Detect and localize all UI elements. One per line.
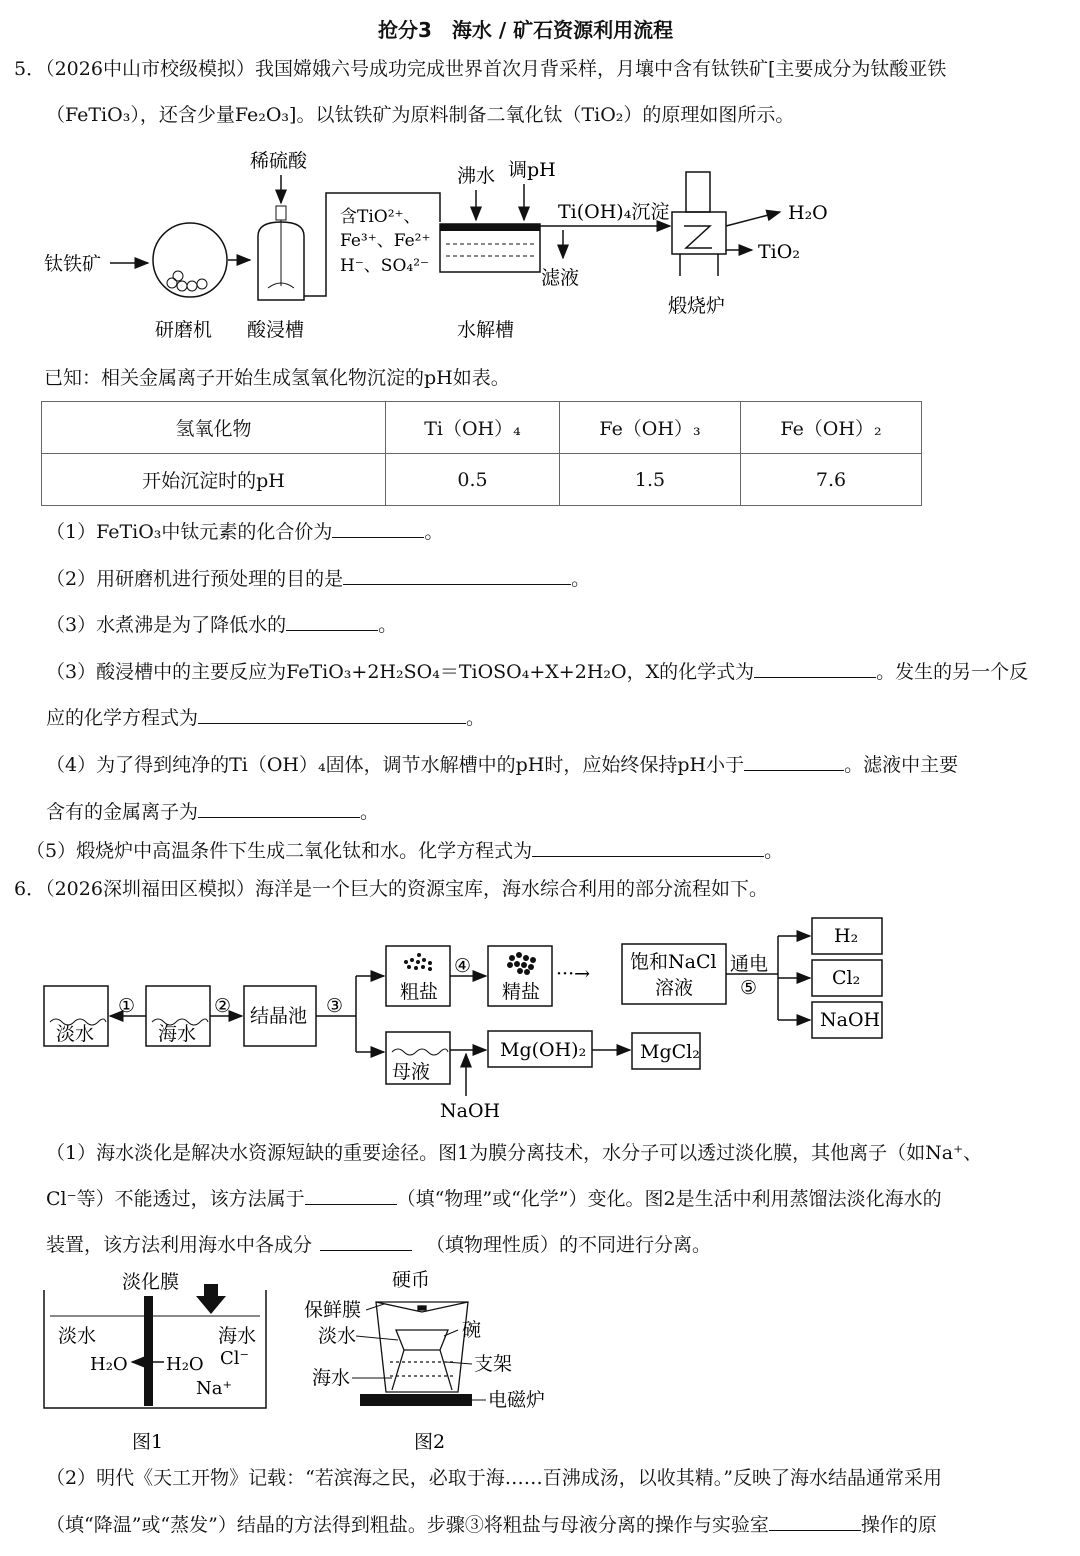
titanium-process-diagram <box>0 140 1080 350</box>
step4-label: ④ <box>454 955 472 977</box>
crude-salt-label: 粗盐 <box>400 981 439 1003</box>
solution-line2: Fe³⁺、Fe²⁺ <box>340 231 431 251</box>
step2-label: ② <box>214 995 232 1017</box>
table-cell: 7.6 <box>741 454 922 506</box>
q5-sub4: （4）为了得到纯净的Ti（OH）₄固体，调节水解槽中的pH时，应始终保持pH小于 。滤液中主要 <box>46 754 959 776</box>
q5-sub3b: （3）酸浸槽中的主要反应为FeTiO₃+2H₂SO₄＝TiOSO₄+X+2H₂O，X的化学式为 。发生的另一个反 <box>46 661 1029 683</box>
mother-liquor-label: 母液 <box>392 1061 431 1083</box>
grinder-label: 研磨机 <box>155 319 213 341</box>
table-header-row <box>42 402 922 454</box>
q5-sub4-cont: 含有的金属离子为 。 <box>46 801 380 823</box>
naoh-out-label: NaOH <box>820 1009 881 1031</box>
stove-label: 电磁炉 <box>488 1389 546 1411</box>
furnace-label: 煅烧炉 <box>668 295 726 317</box>
coin-label: 硬币 <box>392 1269 431 1291</box>
table-header-cell: 氢氧化物 <box>42 402 386 454</box>
fig2-caption: 图2 <box>414 1431 446 1453</box>
q5-sub5: （5）煅烧炉中高温条件下生成二氧化钛和水。化学方程式为 。 <box>26 840 784 862</box>
leach-tank-label: 酸浸槽 <box>247 319 305 341</box>
table-row <box>42 454 922 506</box>
answer-blank[interactable] <box>744 752 844 771</box>
bowl-label: 碗 <box>462 1319 482 1341</box>
answer-blank[interactable] <box>305 1186 397 1205</box>
step5-label: ⑤ <box>740 977 758 999</box>
table-header-cell: Ti（OH）₄ <box>386 402 560 454</box>
crystal-pool-label: 结晶池 <box>250 1005 308 1027</box>
out-tio2-label: TiO₂ <box>758 241 800 263</box>
q6-p1-line1: （1）海水淡化是解决水资源短缺的重要途径。图1为膜分离技术，水分子可以透过淡化膜，其他离子（如Na⁺、 <box>46 1142 983 1164</box>
table-header-cell: Fe（OH）₃ <box>560 402 741 454</box>
fig1-h2o-left: H₂O <box>90 1354 128 1375</box>
mgoh2-label: Mg(OH)₂ <box>500 1039 587 1061</box>
fig2-sea-label: 海水 <box>312 1367 351 1389</box>
step3-label: ③ <box>326 995 344 1017</box>
answer-blank[interactable] <box>754 659 876 678</box>
q6-stem: 6．（2026深圳福田区模拟）海洋是一个巨大的资源宝库，海水综合利用的部分流程如下。 <box>14 878 768 900</box>
stand-label: 支架 <box>474 1353 513 1375</box>
raw-ore-label: 钛铁矿 <box>44 253 102 275</box>
filtrate-label: 滤液 <box>541 267 580 289</box>
ph-table <box>41 401 922 506</box>
q5-sub3a: （3）水煮沸是为了降低水的 。 <box>46 614 398 636</box>
saturated-nacl-label-1: 饱和NaCl <box>630 951 717 973</box>
saturated-nacl-label-2: 溶液 <box>655 977 694 999</box>
film-label: 保鲜膜 <box>304 1299 362 1321</box>
q5-stem-line2: （FeTiO₃），还含少量Fe₂O₃]。以钛铁矿为原料制备二氧化钛（TiO₂）的原理如图所示。 <box>46 104 795 126</box>
hydrolysis-tank-icon <box>440 224 540 272</box>
dots-label: ···→ <box>556 963 591 985</box>
out-water-label: H₂O <box>788 202 828 224</box>
grinder-icon <box>153 223 227 297</box>
hydrolysis-tank-label: 水解槽 <box>457 319 515 341</box>
q5-stem-line1: 5．（2026中山市校级模拟）我国嫦娥六号成功完成世界首次月背采样，月壤中含有钛铁矿[主要成分为钛酸亚铁 <box>14 58 947 80</box>
q5-sub2: （2）用研磨机进行预处理的目的是 。 <box>46 568 591 590</box>
fig1-fresh-label: 淡水 <box>58 1325 97 1347</box>
h2-label: H₂ <box>834 925 859 947</box>
q5-sub3b-cont: 应的化学方程式为 。 <box>46 707 486 729</box>
naoh-in-label: NaOH <box>440 1100 501 1122</box>
membrane-label: 淡化膜 <box>122 1271 180 1293</box>
fig1-h2o-right: H₂O <box>166 1354 204 1375</box>
solution-line3: H⁻、SO₄²⁻ <box>340 256 429 276</box>
fig1-na-label: Na⁺ <box>196 1378 232 1399</box>
answer-blank[interactable] <box>320 1232 412 1251</box>
refined-salt-label: 精盐 <box>502 981 541 1003</box>
table-cell: 0.5 <box>386 454 560 506</box>
answer-blank[interactable] <box>198 705 466 724</box>
answer-blank[interactable] <box>769 1512 861 1531</box>
answer-blank[interactable] <box>286 612 378 631</box>
seawater-flow-diagram <box>0 910 1080 1130</box>
table-cell: 开始沉淀时的pH <box>42 454 386 506</box>
step1-label: ① <box>118 995 136 1017</box>
answer-blank[interactable] <box>343 566 571 585</box>
adjust-ph-label: 调pH <box>508 159 556 181</box>
q6-p1-line2: Cl⁻等）不能透过，该方法属于 （填“物理”或“化学”）变化。图2是生活中利用蒸馏法淡化海水的 <box>46 1188 942 1210</box>
crude-salt-icon <box>404 953 432 971</box>
table-header-cell: Fe（OH）₂ <box>741 402 922 454</box>
solution-line1: 含TiO²⁺、 <box>340 207 421 227</box>
fig1-cl-label: Cl⁻ <box>220 1348 250 1369</box>
answer-blank[interactable] <box>198 799 360 818</box>
fig2-fresh-label: 淡水 <box>318 1325 357 1347</box>
precipitate-label: Ti(OH)₄沉淀 <box>558 201 670 223</box>
electrolysis-label: 通电 <box>730 953 769 975</box>
table-cell: 1.5 <box>560 454 741 506</box>
answer-blank[interactable] <box>332 519 424 538</box>
fig1-sea-label: 海水 <box>218 1325 257 1347</box>
fresh-water-box-label: 淡水 <box>56 1023 95 1045</box>
answer-blank[interactable] <box>532 838 764 857</box>
boiling-water-label: 沸水 <box>457 165 496 187</box>
q5-known: 已知：相关金属离子开始生成氢氧化物沉淀的pH如表。 <box>44 367 510 389</box>
q6-p1-line3: 装置，该方法利用海水中各成分 （填物理性质）的不同进行分离。 <box>46 1234 712 1256</box>
q5-sub1: （1）FeTiO₃中钛元素的化合价为 。 <box>46 521 444 543</box>
furnace-icon <box>672 172 726 276</box>
page-title: 抢分3 海水 / 矿石资源利用流程 <box>378 18 674 42</box>
leach-tank-icon <box>258 206 304 300</box>
cl2-label: Cl₂ <box>832 967 861 989</box>
fig1-caption: 图1 <box>132 1431 164 1453</box>
refined-salt-icon <box>507 952 536 975</box>
q6-p2-line1: （2）明代《天工开物》记载：“若滨海之民，必取于海……百沸成汤，以收其精。”反映了海水结晶通常采用 <box>46 1467 943 1489</box>
mgcl2-label: MgCl₂ <box>640 1041 700 1063</box>
seawater-box-label: 海水 <box>158 1023 197 1045</box>
membrane-distillation-figures <box>0 1262 600 1462</box>
q6-p2-line2: （填“降温”或“蒸发”）结晶的方法得到粗盐。步骤③将粗盐与母液分离的操作与实验室 操作的原 <box>46 1514 937 1536</box>
acid-label: 稀硫酸 <box>250 150 308 172</box>
